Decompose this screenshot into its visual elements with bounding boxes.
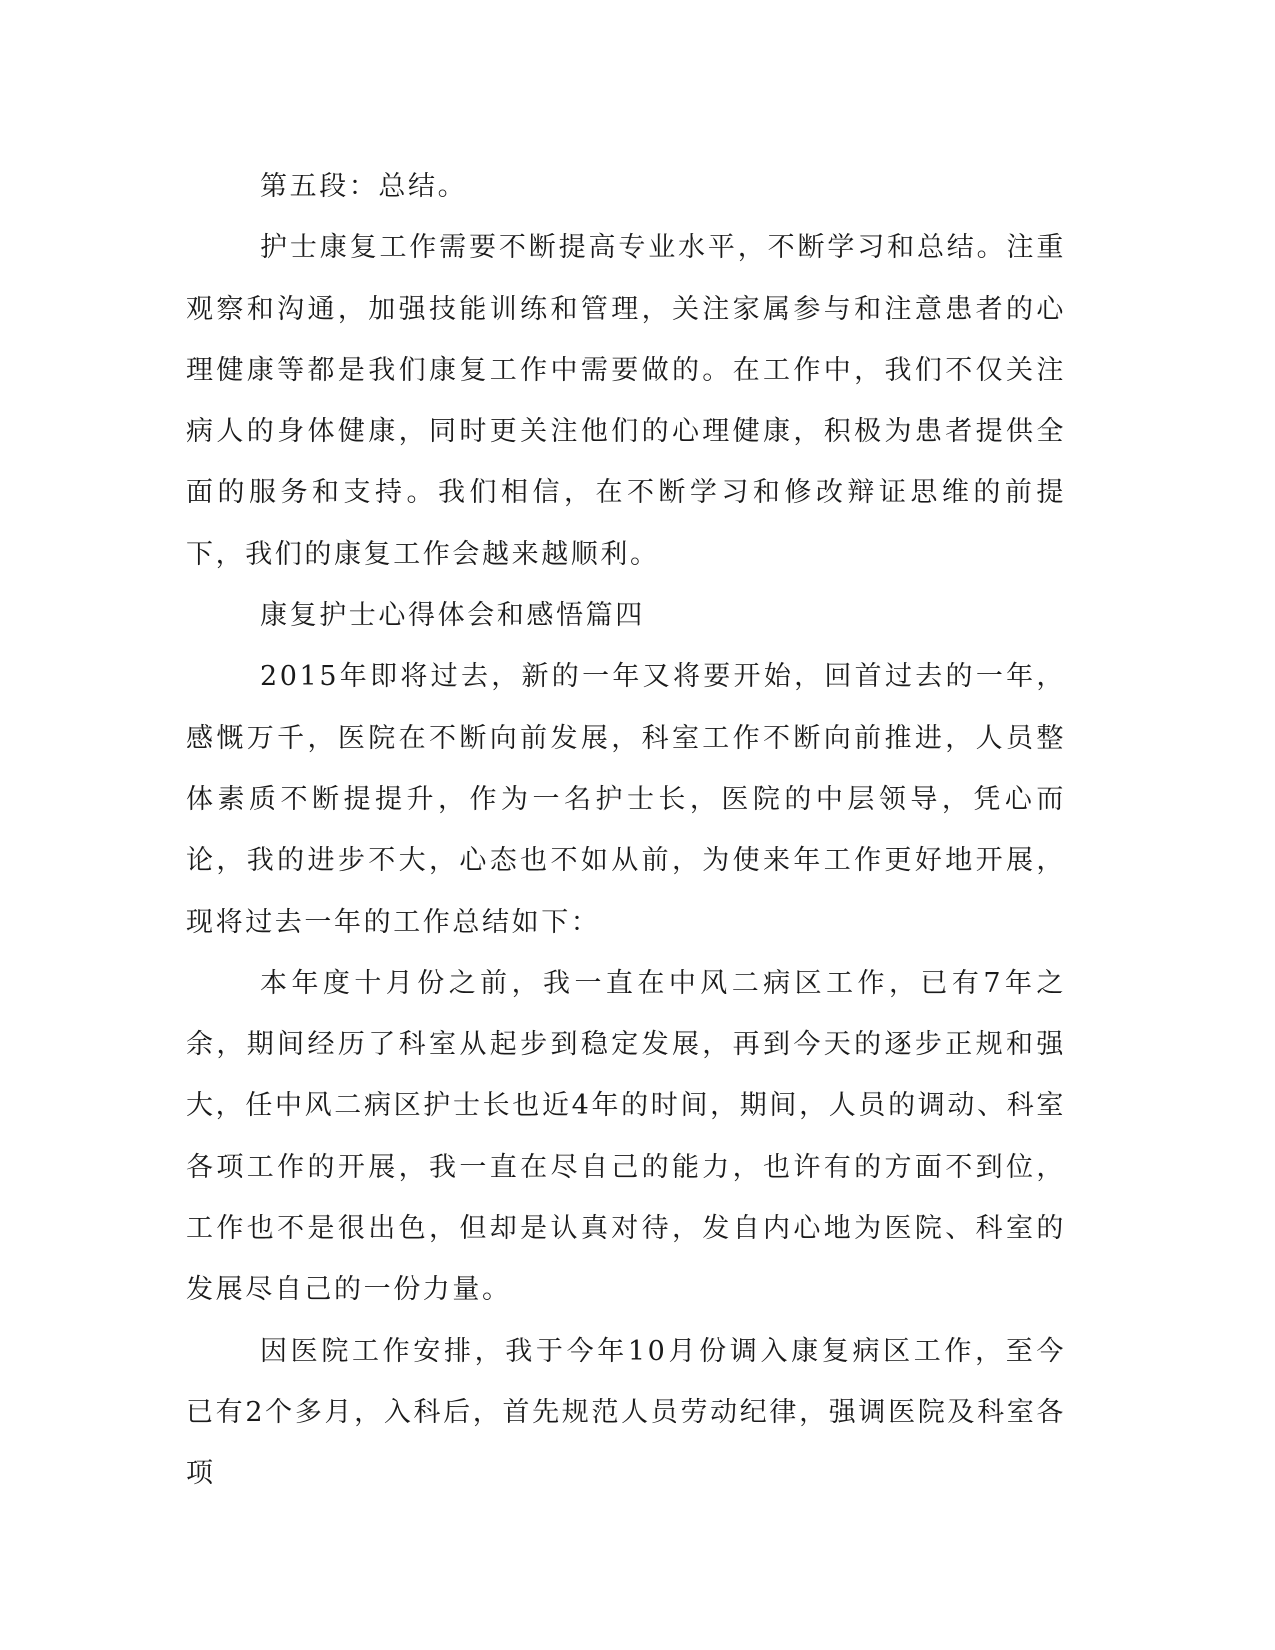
paragraph: 本年度十月份之前，我一直在中风二病区工作，已有7年之余，期间经历了科室从起步到稳定发展，再到今天的逐步正规和强大，任中风二病区护士长也近4年的时间，期间，人员的调动、科室各项工作的开展，我一直在尽自己的能力，也许有的方面不到位，工作也不是很出色，但却是认真对待，发自内心地为医院、科室的发展尽自己的一份力量。 — [186, 967, 1066, 1306]
paragraph: 护士康复工作需要不断提高专业水平，不断学习和总结。注重观察和沟通，加强技能训练和管理，关注家属参与和注意患者的心理健康等都是我们康复工作中需要做的。在工作中，我们不仅关注病人的身体健康，同时更关注他们的心理健康，积极为患者提供全面的服务和支持。我们相信，在不断学习和修改辩证思维的前提下，我们的康复工作会越来越顺利。 — [186, 232, 1066, 570]
document-body — [186, 156, 1066, 1505]
section-heading-summary: 第五段：总结。 — [260, 171, 468, 202]
paragraph: 因医院工作安排，我于今年10月份调入康复病区工作，至今已有2个多月，入科后，首先规范人员劳动纪律，强调医院及科室各项 — [186, 1335, 1066, 1490]
article-title: 康复护士心得体会和感悟篇四 — [260, 600, 645, 632]
paragraph: 2015年即将过去，新的一年又将要开始，回首过去的一年，感慨万千，医院在不断向前发展，科室工作不断向前推进，人员整体素质不断提提升，作为一名护士长，医院的中层领导，凭心而论，我的进步不大，心态也不如从前，为使来年工作更好地开展，现将过去一年的工作总结如下： — [186, 661, 1066, 938]
